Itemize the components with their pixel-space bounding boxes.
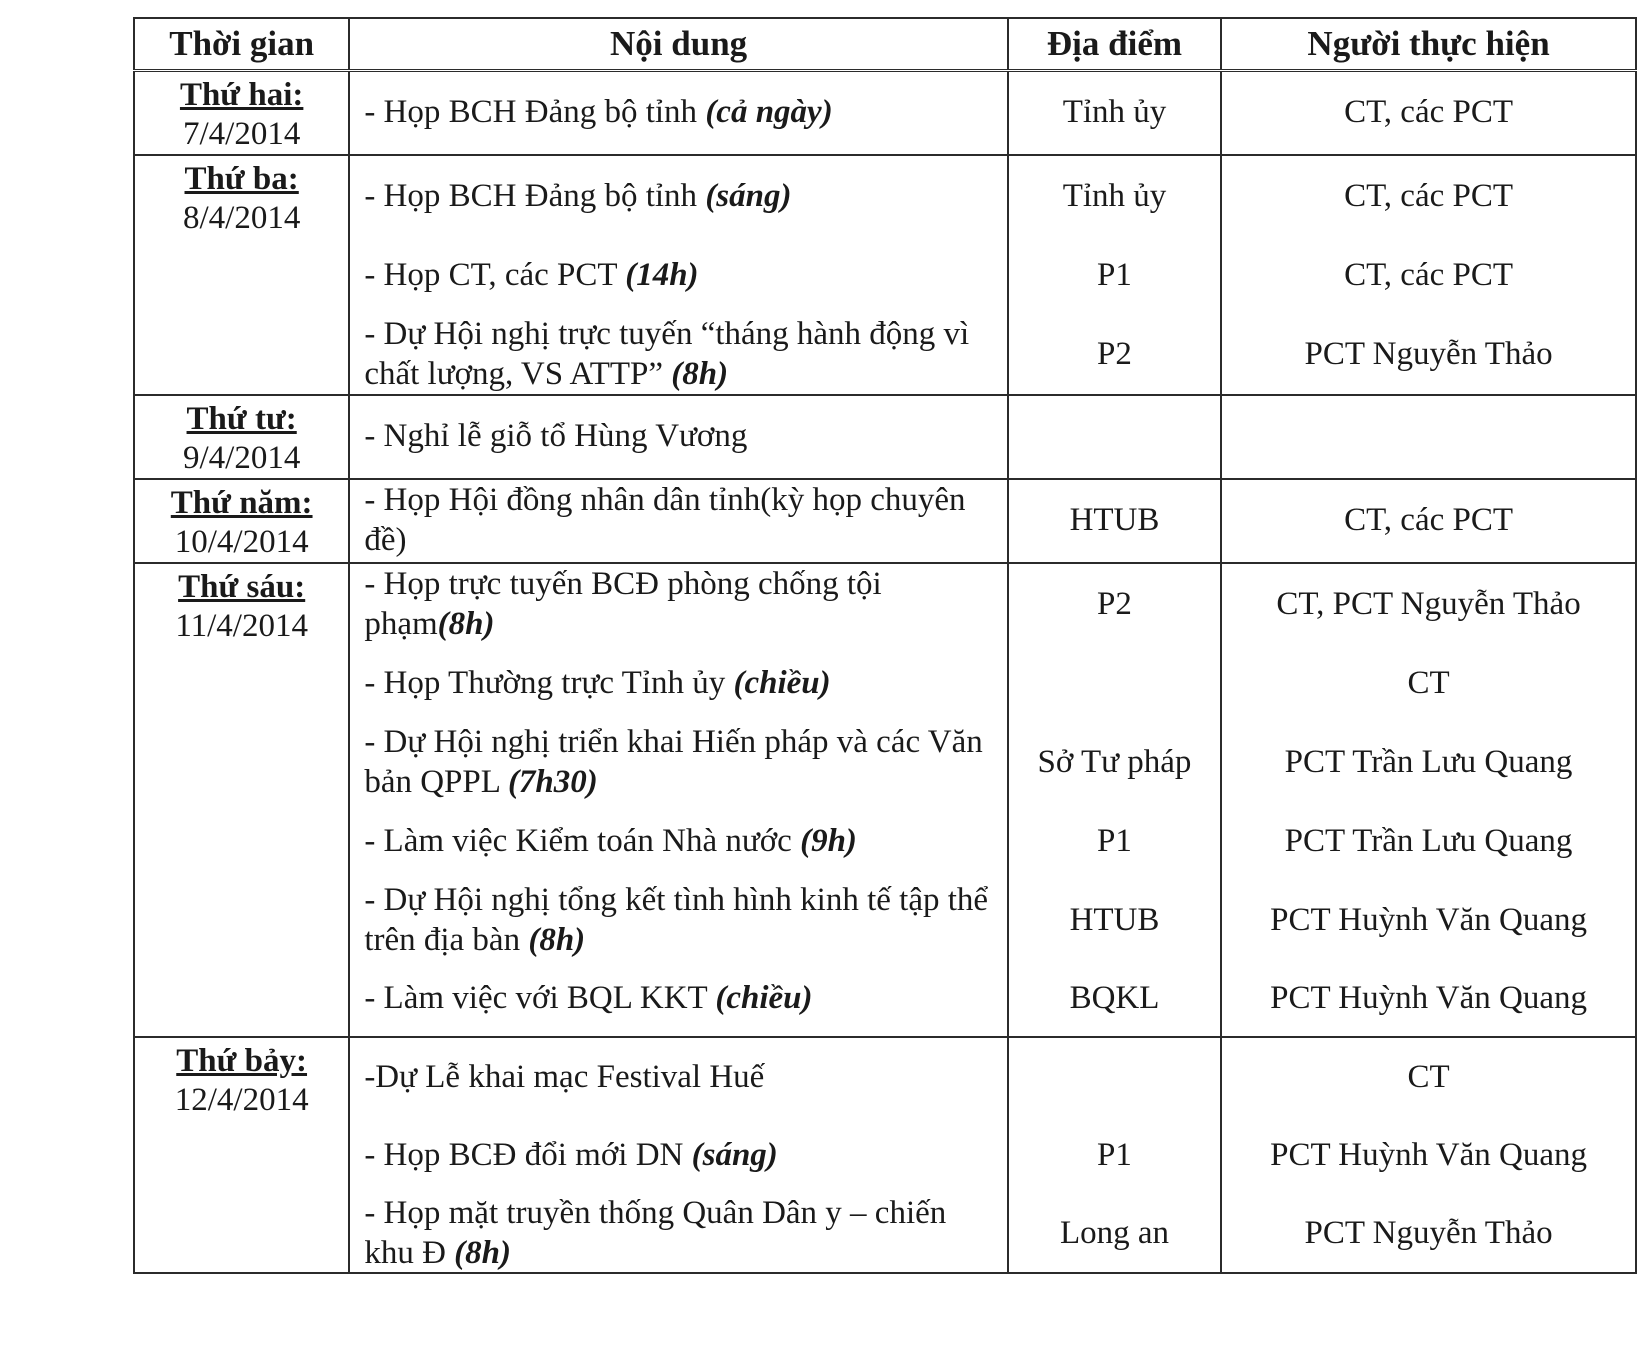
day-date: 9/4/2014 bbox=[182, 440, 301, 476]
agenda-item bbox=[350, 1038, 1007, 1116]
day-cell bbox=[134, 71, 349, 156]
location-line bbox=[1009, 1038, 1220, 1116]
person-text: PCT Trần Lưu Quang bbox=[1284, 823, 1573, 859]
person-text: CT, các PCT bbox=[1344, 502, 1514, 538]
agenda-item bbox=[350, 396, 1007, 476]
day-row bbox=[134, 563, 1636, 1037]
person-cell bbox=[1221, 155, 1636, 395]
location-text: HTUB bbox=[1069, 502, 1160, 538]
header-location: Địa điểm bbox=[1008, 18, 1221, 71]
day-row bbox=[134, 395, 1636, 479]
agenda-description: - Họp trực tuyến BCĐ phòng chống tội phạm bbox=[364, 566, 882, 642]
location-text: Long an bbox=[1059, 1215, 1170, 1251]
agenda-text bbox=[350, 480, 1007, 560]
agenda-description: - Dự Hội nghị tổng kết tình hình kinh tế tập thể trên địa bàn bbox=[364, 882, 989, 958]
agenda-text bbox=[350, 314, 1007, 394]
header-row bbox=[134, 18, 1636, 71]
person-text: PCT Huỳnh Văn Quang bbox=[1270, 980, 1587, 1016]
person-text: PCT Huỳnh Văn Quang bbox=[1270, 902, 1587, 938]
agenda-description: - Làm việc Kiểm toán Nhà nước bbox=[364, 823, 801, 859]
schedule-table bbox=[133, 17, 1637, 1274]
agenda-time-note: (8h) bbox=[528, 922, 586, 958]
person-text: PCT Huỳnh Văn Quang bbox=[1270, 1137, 1587, 1173]
location-line bbox=[1009, 564, 1220, 644]
agenda-item bbox=[350, 480, 1007, 560]
agenda-time-note: (8h) bbox=[671, 356, 729, 392]
location-text: Sở Tư pháp bbox=[1037, 744, 1192, 780]
agenda-text bbox=[350, 663, 1007, 703]
location-line bbox=[1009, 802, 1220, 880]
location-text: Tỉnh ủy bbox=[1062, 178, 1167, 214]
person-text: PCT Nguyễn Thảo bbox=[1304, 1215, 1553, 1251]
person-text: CT, các PCT bbox=[1344, 94, 1514, 130]
agenda-description: - Họp BCĐ đổi mới DN bbox=[364, 1137, 692, 1173]
agenda-description: - Dự Hội nghị trực tuyến “tháng hành động vì chất lượng, VS ATTP” bbox=[364, 316, 970, 392]
agenda-text bbox=[350, 1193, 1007, 1273]
person-cell bbox=[1221, 395, 1636, 479]
agenda-time-note: (sáng) bbox=[705, 178, 792, 214]
location-line bbox=[1009, 72, 1220, 152]
agenda-item bbox=[350, 722, 1007, 802]
agenda-item bbox=[350, 644, 1007, 722]
location-text: HTUB bbox=[1069, 902, 1160, 938]
day-row bbox=[134, 1037, 1636, 1273]
agenda-item bbox=[350, 236, 1007, 314]
person-line bbox=[1222, 314, 1635, 394]
agenda-item bbox=[350, 156, 1007, 236]
agenda-description: - Làm việc với BQL KKT bbox=[364, 980, 716, 1016]
agenda-item bbox=[350, 72, 1007, 152]
agenda-time-note: (8h) bbox=[454, 1235, 511, 1271]
agenda-text bbox=[350, 416, 1007, 456]
header-content: Nội dung bbox=[349, 18, 1008, 71]
person-text: CT, các PCT bbox=[1344, 257, 1514, 293]
location-line bbox=[1009, 1194, 1220, 1272]
agenda-item bbox=[350, 1116, 1007, 1194]
day-cell bbox=[134, 395, 349, 479]
location-line bbox=[1009, 480, 1220, 560]
content-cell bbox=[349, 1037, 1008, 1273]
location-cell bbox=[1008, 563, 1221, 1037]
day-date: 8/4/2014 bbox=[182, 200, 301, 236]
content-cell bbox=[349, 395, 1008, 479]
agenda-item bbox=[350, 1194, 1007, 1272]
location-text: P2 bbox=[1097, 336, 1132, 372]
day-name: Thứ sáu: bbox=[178, 569, 306, 605]
person-line bbox=[1222, 236, 1635, 314]
location-text: P2 bbox=[1097, 586, 1132, 622]
agenda-text bbox=[350, 1135, 1007, 1175]
content-cell bbox=[349, 563, 1008, 1037]
agenda-description: - Họp Thường trực Tỉnh ủy bbox=[364, 665, 734, 701]
agenda-time-note: (8h) bbox=[437, 606, 495, 642]
person-text: PCT Nguyễn Thảo bbox=[1304, 336, 1553, 372]
person-cell bbox=[1221, 71, 1636, 156]
location-cell bbox=[1008, 1037, 1221, 1273]
agenda-time-note: (7h30) bbox=[507, 764, 598, 800]
day-date: 10/4/2014 bbox=[174, 524, 309, 560]
person-line bbox=[1222, 480, 1635, 560]
location-line bbox=[1009, 396, 1220, 476]
agenda-text bbox=[350, 978, 1007, 1018]
agenda-description: - Họp BCH Đảng bộ tỉnh bbox=[364, 94, 706, 130]
day-name: Thứ năm: bbox=[170, 485, 313, 521]
person-line bbox=[1222, 802, 1635, 880]
agenda-text bbox=[350, 1057, 1007, 1097]
content-cell bbox=[349, 71, 1008, 156]
location-cell bbox=[1008, 479, 1221, 563]
person-line bbox=[1222, 722, 1635, 802]
person-text: CT bbox=[1407, 1059, 1450, 1095]
person-line bbox=[1222, 1038, 1635, 1116]
day-name: Thứ ba: bbox=[184, 161, 299, 197]
location-line bbox=[1009, 156, 1220, 236]
person-cell bbox=[1221, 1037, 1636, 1273]
location-text: P1 bbox=[1097, 257, 1132, 293]
person-line bbox=[1222, 156, 1635, 236]
person-line bbox=[1222, 960, 1635, 1036]
day-row bbox=[134, 71, 1636, 156]
day-row bbox=[134, 155, 1636, 395]
agenda-text bbox=[350, 176, 1007, 216]
agenda-description: -Dự Lễ khai mạc Festival Huế bbox=[364, 1059, 765, 1095]
person-line bbox=[1222, 644, 1635, 722]
agenda-description: - Họp Hội đồng nhân dân tỉnh(kỳ họp chuyên đề) bbox=[364, 482, 966, 558]
location-line bbox=[1009, 722, 1220, 802]
person-cell bbox=[1221, 479, 1636, 563]
day-cell bbox=[134, 563, 349, 1037]
agenda-description: - Dự Hội nghị triển khai Hiến pháp và các Văn bản QPPL bbox=[364, 724, 983, 800]
person-line bbox=[1222, 396, 1635, 476]
agenda-text bbox=[350, 564, 1007, 644]
agenda-description: - Nghỉ lễ giỗ tổ Hùng Vương bbox=[364, 418, 748, 454]
location-line bbox=[1009, 1116, 1220, 1194]
location-line bbox=[1009, 644, 1220, 722]
location-cell bbox=[1008, 71, 1221, 156]
header-time: Thời gian bbox=[134, 18, 349, 71]
person-cell bbox=[1221, 563, 1636, 1037]
location-line bbox=[1009, 960, 1220, 1036]
agenda-text bbox=[350, 722, 1007, 802]
day-name: Thứ tư: bbox=[186, 401, 297, 437]
header-person: Người thực hiện bbox=[1221, 18, 1636, 71]
agenda-time-note: (sáng) bbox=[691, 1137, 778, 1173]
person-text: CT, các PCT bbox=[1344, 178, 1514, 214]
agenda-text bbox=[350, 821, 1007, 861]
agenda-time-note: (chiều) bbox=[715, 980, 813, 1016]
location-cell bbox=[1008, 395, 1221, 479]
agenda-text bbox=[350, 92, 1007, 132]
agenda-description: - Họp CT, các PCT bbox=[364, 257, 626, 293]
location-text: P1 bbox=[1097, 1137, 1132, 1173]
agenda-item bbox=[350, 314, 1007, 394]
day-cell bbox=[134, 155, 349, 395]
schedule-body bbox=[134, 71, 1636, 1274]
person-line bbox=[1222, 880, 1635, 960]
person-line bbox=[1222, 1116, 1635, 1194]
day-row bbox=[134, 479, 1636, 563]
person-text: CT, PCT Nguyễn Thảo bbox=[1276, 586, 1581, 622]
agenda-item bbox=[350, 960, 1007, 1036]
person-line bbox=[1222, 564, 1635, 644]
person-text: CT bbox=[1407, 665, 1450, 701]
agenda-time-note: (9h) bbox=[800, 823, 857, 859]
agenda-description: - Họp BCH Đảng bộ tỉnh bbox=[364, 178, 706, 214]
agenda-time-note: (chiều) bbox=[733, 665, 831, 701]
agenda-item bbox=[350, 802, 1007, 880]
location-text: BQKL bbox=[1069, 980, 1160, 1016]
day-cell bbox=[134, 1037, 349, 1273]
location-text: P1 bbox=[1097, 823, 1132, 859]
location-text: Tỉnh ủy bbox=[1062, 94, 1167, 130]
day-date: 7/4/2014 bbox=[182, 116, 301, 152]
agenda-text bbox=[350, 255, 1007, 295]
agenda-text bbox=[350, 880, 1007, 960]
person-text: PCT Trần Lưu Quang bbox=[1284, 744, 1573, 780]
day-name: Thứ hai: bbox=[179, 77, 304, 113]
day-date: 11/4/2014 bbox=[175, 608, 308, 644]
agenda-item bbox=[350, 564, 1007, 644]
location-cell bbox=[1008, 155, 1221, 395]
location-line bbox=[1009, 880, 1220, 960]
person-line bbox=[1222, 72, 1635, 152]
content-cell bbox=[349, 479, 1008, 563]
person-line bbox=[1222, 1194, 1635, 1272]
location-line bbox=[1009, 236, 1220, 314]
day-name: Thứ bảy: bbox=[176, 1043, 308, 1079]
content-cell bbox=[349, 155, 1008, 395]
location-line bbox=[1009, 314, 1220, 394]
agenda-description: - Họp mặt truyền thống Quân Dân y – chiến khu Đ bbox=[364, 1195, 947, 1271]
agenda-time-note: (14h) bbox=[625, 257, 699, 293]
day-cell bbox=[134, 479, 349, 563]
agenda-item bbox=[350, 880, 1007, 960]
agenda-time-note: (cả ngày) bbox=[705, 94, 833, 130]
day-date: 12/4/2014 bbox=[174, 1082, 309, 1118]
